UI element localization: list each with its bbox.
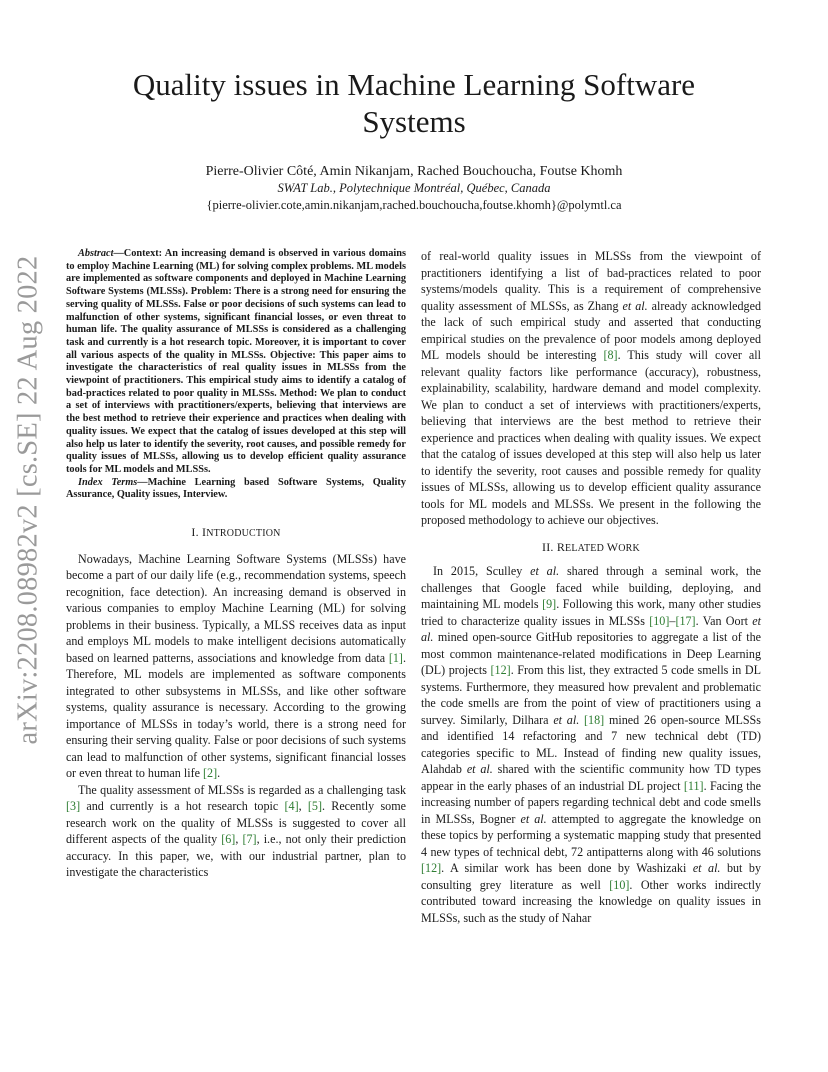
- abstract-label: Abstract: [78, 248, 114, 259]
- citation-link[interactable]: [2]: [203, 766, 218, 781]
- related-work-paragraph-1: In 2015, Sculley et al. shared through a seminal work, the challenges that Google faced while building, deploying, and maintaining ML models [9]. Following this work, many other studies tried to characterize quality issues in MLSSs [10]–[17]. Van Oort et al. mined open-source GitHub repositories to aggregate a list of the most common maintenance-related modifications in Deep Learning (DL) projects [12]. From this list, they extracted 5 code smells in DL systems. Furthermore, they measured how prevalent and problematic the code smells are from the point of view of practitioners using a survey. Similarly, Dilhara et al. [18] mined 26 open-source MLSSs and identified 14 refactoring and 7 new technical debt (TD) categories specific to ML. Instead of finding new quality issues, Alahdab et al. shared with the scientific community how TD types appear in the early phases of an industrial DL project [11]. Facing the increasing number of papers regarding technical debt and code smells in MLSSs, Bogner et al. attempted to aggregate the knowledge on these topics by performing a systematic mapping study that presented 4 new types of technical debt, 72 antipatterns along with 46 solutions [12]. A similar work has been done by Washizaki et al. but by consulting grey literature as well [10]. Other works indirectly contributed toward increasing the knowledge on quality issues in MLSSs, such as the study of Nahar: [421, 564, 762, 925]
- citation-link[interactable]: [12]: [421, 861, 442, 875]
- title-line1: Quality issues in Machine Learning Software: [132, 67, 696, 102]
- index-terms: [66, 477, 406, 502]
- abstract: [66, 248, 406, 477]
- abstract-text: —Context: An increasing demand is observed in various domains to employ Machine Learning (ML) for solving complex problems. ML models are implemented as software components and deployed in Machine Learning Software Systems (MLSSs). Problem: There is a strong need for ensuring the serving quality of MLSSs. False or poor decisions of such systems can lead to malfunction of other systems, significant financial losses, or even threat to human life. The quality assurance of MLSSs is considered as a challenging task and currently is a hot research topic. Moreover, it is important to cover all various aspects of the quality in MLSSs. Objective: This paper aims to investigate the characteristics of real quality issues in MLSSs from the viewpoint of practitioners. This empirical study aims to identify a catalog of bad-practices related to poor quality in MLSSs. Method: We plan to conduct a set of interviews with practitioners/experts, believing that interviews are the best method to retrieve their experience and practices when dealing with quality issues. We expect that the catalog of issues developed at this step will also help us later to identify the severity, root causes, and possible remedy for quality issues of MLSSs, allowing us to develop efficient quality assurance tools for ML models and MLSSs.: [66, 248, 406, 475]
- index-terms-label: Index Terms: [78, 476, 138, 488]
- index-terms-text: —Machine Learning based Software Systems, Quality Assurance, Quality issues, Interview.: [66, 476, 406, 501]
- section-heading-related-work: II. RELATED WORK: [542, 539, 640, 554]
- affiliation: SWAT Lab., Polytechnique Montréal, Québec, Canada: [277, 181, 551, 195]
- authors: Pierre-Olivier Côté, Amin Nikanjam, Rached Bouchoucha, Foutse Khomh: [205, 164, 623, 179]
- citation-link[interactable]: [10]: [609, 877, 630, 892]
- left-column: [66, 248, 406, 881]
- intro-paragraph-1: Nowadays, Machine Learning Software Systems (MLSSs) have become a part of our daily life (e.g., recommendation systems, speech recognition, face detection). An increasing demand is observed in various companies to employ Machine Learning (ML) for solving problems in their business. Typically, a MLSS receives data as input and employs ML models to make intelligent decisions automatically based on learned patterns, associations and knowledge from data [1]. Therefore, ML models are implemented as software components integrated to other subsystems in MLSSs, and like other software systems, quality assurance is necessary. According to the growing importance of MLSSs in today’s world, there is a strong need for ensuring their serving quality. False or poor decisions of such systems can lead to malfunction of other systems, significant financial losses or even threat to human life [2].: [66, 551, 406, 781]
- citation-link[interactable]: [4]: [284, 799, 299, 814]
- arxiv-stamp: [8, 250, 48, 750]
- citation-link[interactable]: [6]: [221, 832, 236, 847]
- citation-link[interactable]: [18]: [584, 712, 605, 727]
- citation-link[interactable]: [8]: [603, 348, 618, 362]
- citation-link[interactable]: [12]: [490, 663, 511, 677]
- citation-link[interactable]: [3]: [66, 799, 81, 814]
- citation-link[interactable]: [17]: [675, 613, 696, 628]
- citation-link[interactable]: [7]: [242, 832, 257, 847]
- author-emails: {pierre-olivier.cote,amin.nikanjam,rached.bouchoucha,foutse.khomh}@polymtl.ca: [206, 198, 622, 212]
- paper-title: [80, 66, 748, 140]
- arxiv-id: arXiv:2208.08982v2 [cs.SE] 22 Aug 2022: [12, 255, 43, 745]
- citation-link[interactable]: [5]: [307, 799, 322, 814]
- section-heading-introduction: I. INTRODUCTION: [191, 525, 281, 540]
- right-column: [421, 248, 761, 926]
- citation-link[interactable]: [9]: [542, 597, 557, 611]
- citation-link[interactable]: [1]: [388, 650, 403, 665]
- intro-paragraph-3: of real-world quality issues in MLSSs from the viewpoint of practitioners identifying a list of bad-practices related to poor systems/models quality. This is a requirement of comprehensive quality assessment of MLSSs, as Zhang et al. already acknowledged the lack of such empirical study and asserted that conducting empirical studies on the prevalence of poor models among deployed ML models should be interesting [8]. This study will cover all relevant quality factors like performance (accuracy), robustness, explainability, scalability, hardware demand and model complexity. We plan to conduct a set of interviews with practitioners/experts, believing that interviews are the best method to retrieve their experience and practices when dealing with quality issues. We expect that the catalog of issues developed at this step will also help us later to identify the severity, root causes and possible remedy for quality issues of MLSSs, allowing us to develop efficient quality assurance tools for ML models and MLSSs. We present in the following the proposed methodology to achieve our objectives.: [421, 249, 761, 527]
- citation-link[interactable]: [10]: [649, 613, 670, 628]
- citation-link[interactable]: [11]: [683, 778, 704, 793]
- intro-paragraph-2: The quality assessment of MLSSs is regarded as a challenging task [3] and currently is a hot research topic [4], [5]. Recently some research work on the quality of MLSSs is suggested to cover all different aspects of the quality [6], [7], i.e., not only their prediction accuracy. In this paper, we, with our industrial partner, plan to investigate the characteristics: [66, 782, 407, 880]
- title-line2: Systems: [362, 104, 466, 139]
